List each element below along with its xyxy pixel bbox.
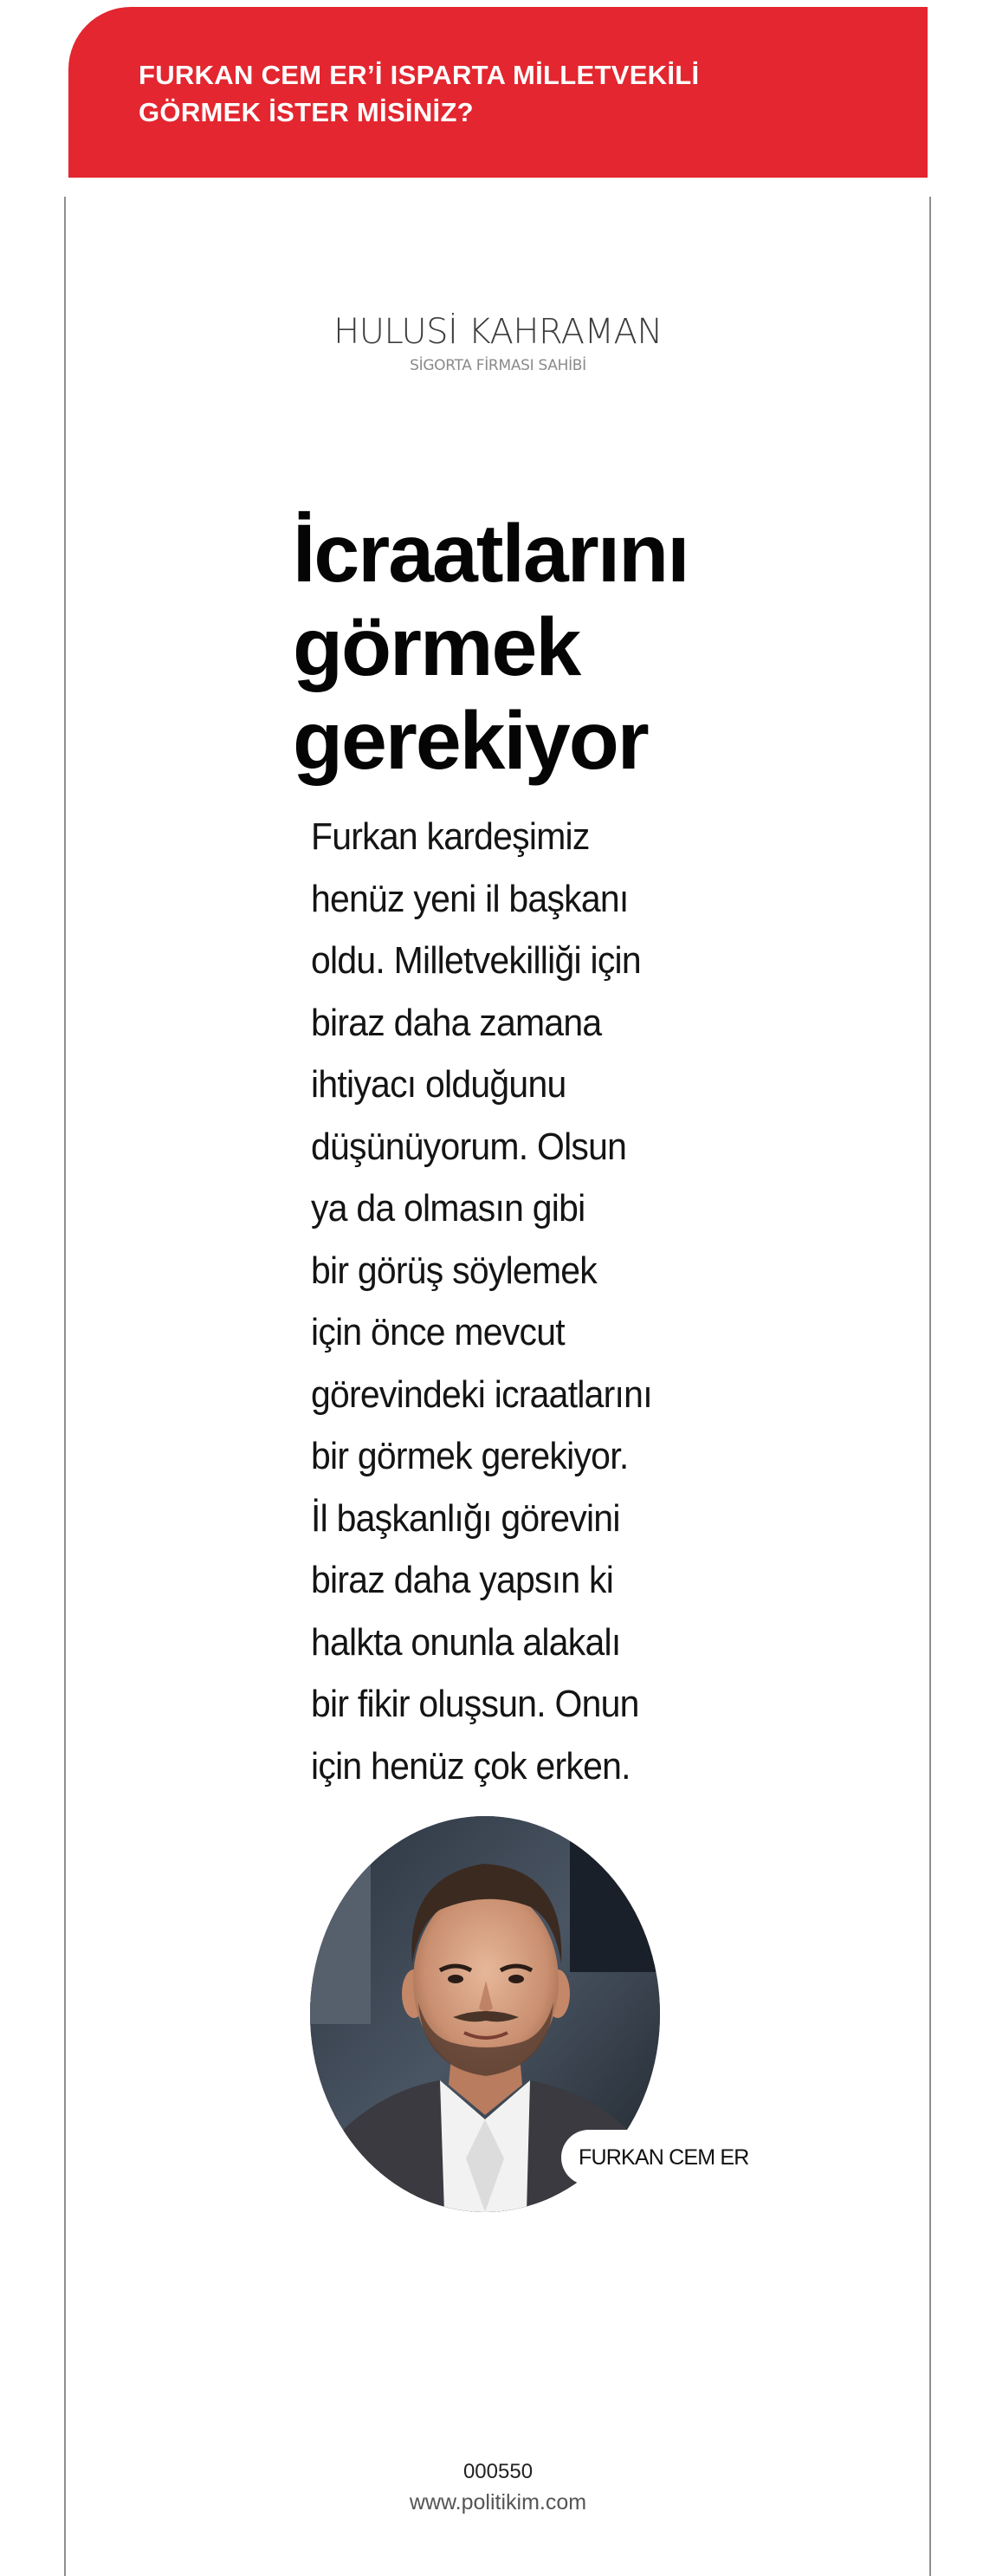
body-line: için henüz çok erken.: [311, 1744, 631, 1788]
banner-title: FURKAN CEM ER’İ ISPARTA MİLLETVEKİLİ GÖRMEK İSTER MİSİNİZ?: [139, 60, 700, 127]
body-line: Furkan kardeşimiz: [311, 815, 590, 858]
frame-right-border: [929, 197, 931, 2576]
author-name: HULUSİ KAHRAMAN: [333, 312, 663, 352]
header-banner: [68, 7, 928, 178]
body-line: henüz yeni il başkanı: [311, 877, 629, 920]
body-line: bir fikir oluşsun. Onun: [311, 1683, 639, 1725]
body-line: düşünüyorum. Olsun: [311, 1125, 627, 1168]
body-line: için önce mevcut: [311, 1311, 565, 1353]
body-line: biraz daha yapsın ki: [311, 1559, 614, 1601]
body-line: bir görüş söylemek: [311, 1249, 598, 1292]
body-line: görevindeki icraatlarını: [311, 1372, 652, 1416]
body-line: biraz daha zamana: [311, 1001, 602, 1044]
body-line: İl başkanlığı görevini: [311, 1496, 620, 1540]
body-line: ya da olmasın gibi: [311, 1187, 585, 1230]
body-line: bir görmek gerekiyor.: [311, 1435, 629, 1477]
body-line: oldu. Milletvekilliği için: [311, 939, 641, 982]
footer: [0, 2457, 996, 2518]
body-line: ihtiyacı olduğunu: [311, 1063, 566, 1106]
article-body: [311, 806, 682, 1797]
article-headline: İcraatlarını görmek gerekiyor: [293, 508, 689, 787]
photo-caption: FURKAN CEM ER: [561, 2130, 760, 2185]
body-line: halkta onunla alakalı: [311, 1620, 621, 1664]
author-title: SİGORTA FİRMASI SAHİBİ: [410, 357, 586, 374]
author-block: [0, 310, 996, 376]
frame-left-border: [64, 197, 66, 2576]
footer-url[interactable]: www.politikim.com: [409, 2490, 587, 2514]
footer-code: 000550: [462, 2460, 534, 2483]
